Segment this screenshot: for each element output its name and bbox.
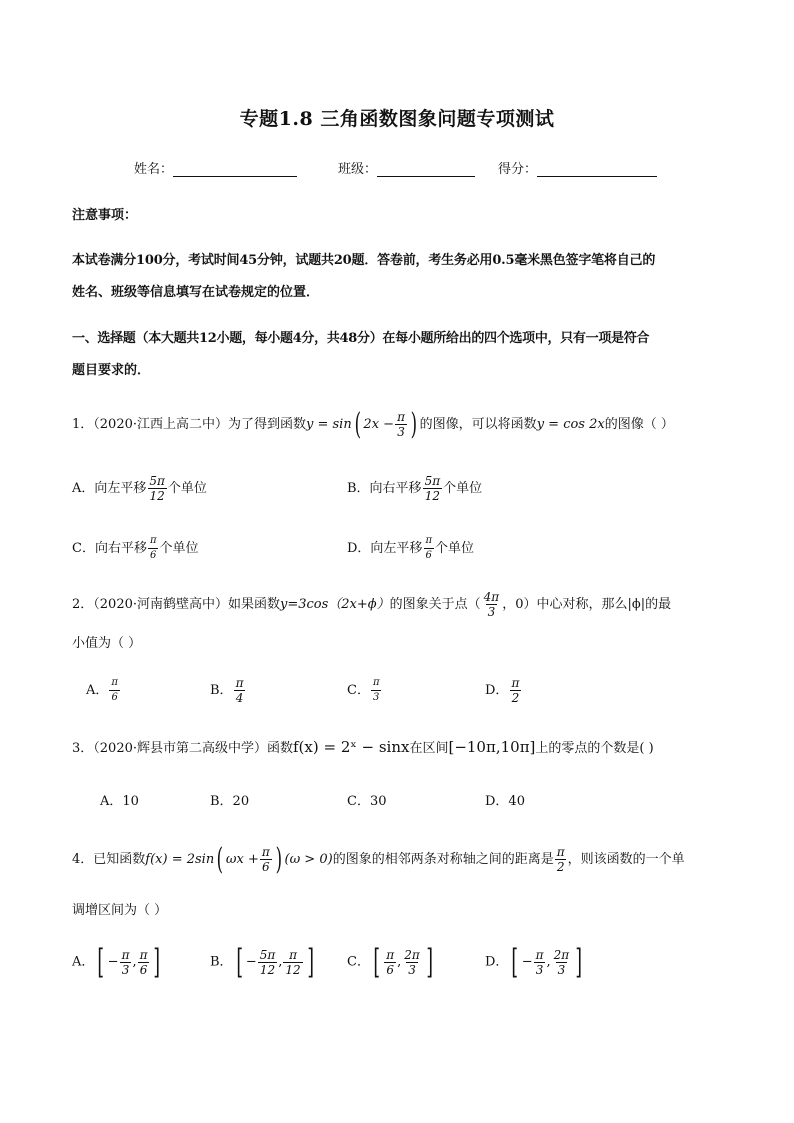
notice-heading: 注意事项： (72, 208, 138, 223)
question-1-stem (72, 408, 674, 442)
q1-source-function: y = cos 2x (536, 417, 605, 432)
q1-arg: 2x − (363, 417, 395, 432)
q2-function: y=3cos（2x+ϕ） (280, 597, 390, 612)
q1-option-a[interactable]: A．向左平移 $\frac{5\pi}{12}$ 个单位 (72, 474, 207, 503)
score-blank[interactable] (537, 162, 657, 177)
q1-option-c[interactable]: C．向右平移 $\frac{\pi}{6}$ 个单位 (72, 535, 199, 561)
name-label: 姓名： (134, 162, 174, 177)
q1-target-function: y = sin (306, 417, 352, 432)
q1-option-d[interactable]: D．向左平移 $\frac{\pi}{6}$ 个单位 (347, 535, 475, 561)
q1-middle: 的图像，可以将函数 (419, 417, 537, 432)
q4-function: f(x) = 2sin (145, 852, 215, 867)
page-title: 专题1.8 三角函数图象问题专项测试 (239, 108, 555, 130)
score-field (498, 158, 657, 177)
q1-right-paren: ) (410, 406, 418, 442)
q4-option-c[interactable]: C．[ $\frac{\pi}{6}$ , $\frac{2\pi}{3}$ ] (347, 942, 433, 982)
question-3-stem: 3．（2020·辉县市第二高级中学）函数f(x) = 2ˣ − sinx在区间[−10π,10π]上的零点的个数是( ) (72, 738, 654, 756)
q3-option-c[interactable]: C．30 (347, 794, 387, 809)
section-1-line-1: 一、选择题（本大题共12小题，每小题4分，共48分）在每小题所给出的四个选项中，只有一项是符合 (72, 331, 650, 346)
class-blank[interactable] (377, 162, 475, 177)
q2-option-c[interactable]: C． $\frac{\pi}{3}$ (347, 677, 380, 703)
q2-option-b[interactable]: B． $\frac{\pi}{4}$ (210, 676, 244, 705)
q1-option-b[interactable]: B．向右平移 $\frac{5\pi}{12}$ 个单位 (347, 474, 483, 503)
score-label: 得分： (498, 162, 538, 177)
question-2-stem: 2．（2020·河南鹤壁高中）如果函数y=3cos（2x+ϕ）的图象关于点（ $\frac{4\pi}{3}$ ，0）中心对称，那么|ϕ|的最 (72, 590, 672, 619)
q2-point-fraction: $\frac{4\pi}{3}$ (483, 590, 500, 619)
q2-option-d[interactable]: D． $\frac{\pi}{2}$ (485, 676, 520, 705)
question-2-line-2: 小值为（ ） (72, 636, 142, 651)
question-4-stem: 4．已知函数f(x) = 2sin( ωx + $\frac{\pi}{6}$ ) (ω > 0)的图象的相邻两条对称轴之间的距离是 $\frac{\pi}{2}$ ，则该函数的一个单 (72, 841, 685, 877)
name-blank[interactable] (173, 162, 297, 177)
q3-option-b[interactable]: B．20 (210, 794, 250, 809)
q3-option-a[interactable]: A．10 (100, 794, 139, 809)
q4-option-b[interactable]: B．[ − $\frac{5\pi}{12}$ , $\frac{\pi}{12}$ ] (210, 942, 314, 982)
q2-option-a[interactable]: A． $\frac{\pi}{6}$ (86, 677, 118, 703)
q4-option-d[interactable]: D．[ − $\frac{\pi}{3}$ , $\frac{2\pi}{3}$ ] (485, 942, 583, 982)
q4-distance: $\frac{\pi}{2}$ (556, 845, 565, 874)
q1-left-paren: ( (354, 406, 361, 442)
q3-function: f(x) = 2ˣ − sinx (293, 738, 410, 756)
q1-suffix: 的图像（ ） (604, 417, 674, 432)
q4-option-a[interactable]: A．[ − $\frac{\pi}{3}$ , $\frac{\pi}{6}$ ] (72, 942, 161, 982)
q4-condition: (ω > 0) (284, 852, 333, 867)
question-4-line-2: 调增区间为（ ） (72, 903, 168, 918)
q1-pi-over-3: $\frac{\pi}{3}$ (397, 410, 405, 439)
q3-interval: [−10π,10π] (448, 738, 536, 756)
name-field (134, 158, 297, 177)
q1-prefix: 1．（2020·江西上高二中）为了得到函数 (72, 417, 306, 432)
notice-line-1: 本试卷满分100分，考试时间45分钟，试题共20题．答卷前，考生务必用0.5毫米黑色签字笔将自己的 (72, 253, 656, 268)
notice-line-2: 姓名、班级等信息填写在试卷规定的位置． (72, 285, 320, 300)
q3-option-d[interactable]: D．40 (485, 794, 525, 809)
q4-pi-over-6: $\frac{\pi}{6}$ (261, 845, 270, 874)
section-1-line-2: 题目要求的． (72, 363, 151, 378)
class-label: 班级： (338, 162, 378, 177)
class-field (338, 158, 475, 177)
